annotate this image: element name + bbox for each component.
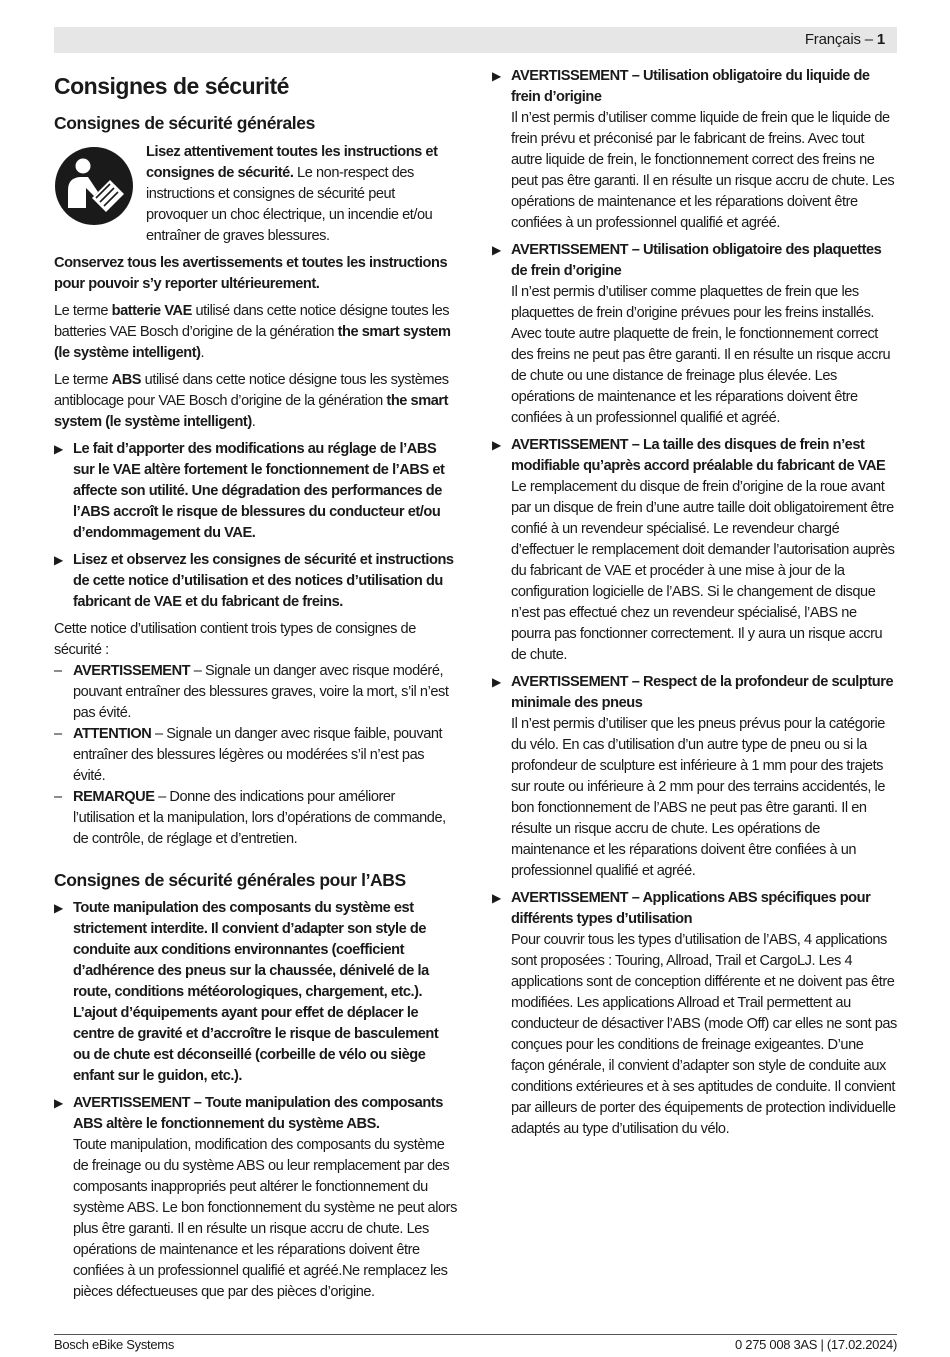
bullet-text: Lisez et observez les consignes de sécurité et instructions de cette notice d’utilisation et des notices d’utilisation du fabricant de VAE et du fabricant de freins. <box>73 552 454 610</box>
term-generation: the smart system (le système intelligent) <box>54 393 449 430</box>
text-fragment: Le terme <box>54 303 112 319</box>
section-heading-general: Consignes de sécurité générales <box>54 113 315 133</box>
warning-brake-fluid <box>492 66 897 234</box>
list-item <box>54 661 458 724</box>
bullet-triangle-icon: ▶ <box>492 69 501 83</box>
intro-paragraph <box>146 142 458 247</box>
warning-body: Il n’est permis d’utiliser comme liquide de frein que le liquide de frein prévu et préconisé par le fabricant de freins. Avec tout autre liquide de frein, le fonctionnement correct des freins ne peut pas être garanti. Il en résulte un risque accru de chute. Les opérations de maintenance et les réparations doivent être confiées à un professionnel qualifié et agréé. <box>511 110 895 231</box>
bullet-triangle-icon: ▶ <box>54 553 63 567</box>
bullet-triangle-icon: ▶ <box>492 243 501 257</box>
page-header <box>54 27 897 53</box>
read-manual-icon <box>54 146 134 226</box>
left-column <box>54 66 458 1309</box>
warning-head: AVERTISSEMENT – Utilisation obligatoire des plaquettes de frein d’origine <box>511 242 882 279</box>
bullet-triangle-icon: ▶ <box>492 438 501 452</box>
type-term: AVERTISSEMENT <box>73 663 191 679</box>
text-fragment: Le terme <box>54 372 112 388</box>
bullet-triangle-icon: ▶ <box>492 675 501 689</box>
footer-company: Bosch eBike Systems <box>54 1337 175 1352</box>
section-heading-abs: Consignes de sécurité générales pour l’ABS <box>54 870 406 890</box>
abs-term-paragraph <box>54 370 458 433</box>
header-page-label <box>805 31 885 48</box>
type-term: ATTENTION <box>73 726 152 742</box>
bullet-text: Toute manipulation des composants du système est strictement interdite. Il convient d’adapter son style de conduite aux conditions environnantes (coefficient d’adhérence des pneus sur la chaussée, dénivelé de la route, conditions météorologiques, chargement, etc.). L’ajout d’équipements ayant pour effet de déplacer le centre de gravité et d’accroître le risque de basculement ou de chute est déconseillé (corbeille de vélo ou siège enfant sur le guidon, etc.). <box>73 900 439 1084</box>
warning-body: Le remplacement du disque de frein d’origine de la roue avant par un disque de frein d’une autre taille doit obligatoirement être confié à un revendeur spécialisé. Le revendeur chargé d’effectuer le remplacement doit demander l’autorisation auprès du fabricant de VAE et procéder à une mise à jour de la configuration logicielle de l’ABS. Si le changement de disque n’est pas effectué chez un revendeur spécialisé, l’ABS ne pourra pas fonctionner correctement. Il y aura un risque accru de chute. <box>511 479 895 663</box>
battery-term-paragraph <box>54 301 458 364</box>
intro-bold: Lisez attentivement toutes les instructions et consignes de sécurité. <box>146 144 438 181</box>
page-title: Consignes de sécurité <box>54 73 289 99</box>
header-language: Français – <box>804 31 873 48</box>
dash-marker: – <box>54 726 62 742</box>
warning-abs-components <box>54 1093 458 1303</box>
list-item <box>54 724 458 787</box>
footer-document-id: 0 275 008 3AS | (17.02.2024) <box>735 1337 897 1352</box>
safety-types-list <box>54 661 458 850</box>
keep-instructions-text: Conservez tous les avertissements et toutes les instructions pour pouvoir s’y reporter ultérieurement. <box>54 255 448 292</box>
dash-marker: – <box>54 663 62 679</box>
bullet-read-observe <box>54 550 458 613</box>
intro-text: Le non-respect des instructions et consignes de sécurité peut provoquer un choc électrique, un incendie et/ou entraîner de graves blessures. <box>146 165 433 244</box>
list-item <box>54 787 458 850</box>
bullet-component-manipulation <box>54 898 458 1087</box>
bullet-triangle-icon: ▶ <box>54 442 63 456</box>
type-text: – Signale un danger avec risque modéré, pouvant entraîner des blessures graves, voire la mort, s’il n’est pas évité. <box>73 663 449 721</box>
warning-brake-pads <box>492 240 897 429</box>
warning-head: AVERTISSEMENT – Toute manipulation des composants ABS altère le fonctionnement du système ABS. <box>73 1095 443 1132</box>
warning-head: AVERTISSEMENT – Respect de la profondeur de sculpture minimale des pneus <box>511 674 894 711</box>
bullet-triangle-icon: ▶ <box>492 891 501 905</box>
term-abs: ABS <box>111 372 142 388</box>
type-text: – Signale un danger avec risque faible, pouvant entraîner des blessures légères ou modérées s’il n’est pas évité. <box>73 726 443 784</box>
warning-head: AVERTISSEMENT – Utilisation obligatoire du liquide de frein d’origine <box>511 68 870 105</box>
header-page-number: 1 <box>876 31 885 48</box>
right-column-content <box>492 66 897 1146</box>
text-fragment: . <box>251 414 256 430</box>
warning-brake-discs <box>492 435 897 666</box>
bullet-triangle-icon: ▶ <box>54 901 63 915</box>
type-term: REMARQUE <box>73 789 155 805</box>
warning-body: Toute manipulation, modification des composants du système de freinage ou du système ABS ou leur remplacement par des composants inappropriés peut altérer le fonctionnement du système ABS. Le bon fonctionnement du système ne peut alors plus être garanti. Il en résulte un risque accru de chute. Les opérations de maintenance et les réparations doivent être confiées à un professionnel qualifié et agréé.Ne remplacez les pièces défectueuses que par des pièces d’origine. <box>73 1137 457 1300</box>
type-text: – Donne des indications pour améliorer l’utilisation et la manipulation, lors d’opérations de commande, de contrôle, de réglage et d’entretien. <box>73 789 446 847</box>
warning-tire-tread <box>492 672 897 882</box>
types-intro: Cette notice d’utilisation contient trois types de consignes de sécurité : <box>54 621 416 658</box>
term-generation: the smart system (le système intelligent) <box>54 324 451 361</box>
dash-marker: – <box>54 789 62 805</box>
text-fragment: utilisé dans cette notice désigne tous les systèmes antiblocage pour VAE Bosch d’origine de la génération <box>54 372 449 409</box>
warning-head: AVERTISSEMENT – La taille des disques de frein n’est modifiable qu’après accord préalable du fabricant de VAE <box>511 437 886 474</box>
warning-body: Il n’est permis d’utiliser comme plaquettes de frein que les plaquettes de frein d’origine prévues pour les freins installés. Avec toute autre plaquette de frein, le fonctionnement correct des freins ne peut pas être garanti. Il en résulte un risque accru de chute ou une distance de freinage plus élevée. Les opérations de maintenance et les réparations doivent être confiées à un professionnel qualifié et agréé. <box>511 284 891 426</box>
warning-head: AVERTISSEMENT – Applications ABS spécifiques pour différents types d’utilisation <box>511 890 871 927</box>
warning-abs-applications <box>492 888 897 1140</box>
warning-body: Il n’est permis d’utiliser que les pneus prévus pour la catégorie du vélo. En cas d’utilisation d’un autre type de pneu ou si la profondeur de sculpture est inférieure à 1 mm pour des trajets sur route ou inférieure à 2 mm pour des terrains accidentés, le bon fonctionnement de l’ABS ne peut pas être garanti. Il en résulte un risque accru de chute. Les opérations de maintenance et les réparations doivent être confiées à un professionnel qualifié et agréé. <box>511 716 885 879</box>
bullet-abs-modification <box>54 439 458 544</box>
text-fragment: utilisé dans cette notice désigne toutes les batteries VAE Bosch d’origine de la génération <box>54 303 450 340</box>
bullet-triangle-icon: ▶ <box>54 1096 63 1110</box>
term-battery: batterie VAE <box>111 303 192 319</box>
footer-divider <box>54 1334 897 1335</box>
bullet-text: Le fait d’apporter des modifications au réglage de l’ABS sur le VAE altère fortement le fonctionnement de l’ABS et affecte son utilité. Une dégradation des performances de l’ABS accroît le risque de blessures du conducteur et/ou d’endommagement du VAE. <box>73 441 445 541</box>
read-instructions-block <box>54 142 458 247</box>
warning-body: Pour couvrir tous les types d’utilisation de l’ABS, 4 applications sont proposées : Touring, Allroad, Trail et CargoLJ. Les 4 applications sont de conception différente et ne doivent pas être modifiées. Les applications Allroad et Trail permettent au conducteur de désactiver l’ABS (mode Off) car elles ne sont pas conçues pour les conditions de freinage exigeantes. D’une façon générale, il convient d’adapter son style de conduite aux conditions extérieures et à ses aptitudes de conduite. Il convient par ailleurs de porter des équipements de protection individuelle adaptés au type d’utilisation du vélo. <box>511 932 897 1137</box>
text-fragment: . <box>200 345 205 361</box>
